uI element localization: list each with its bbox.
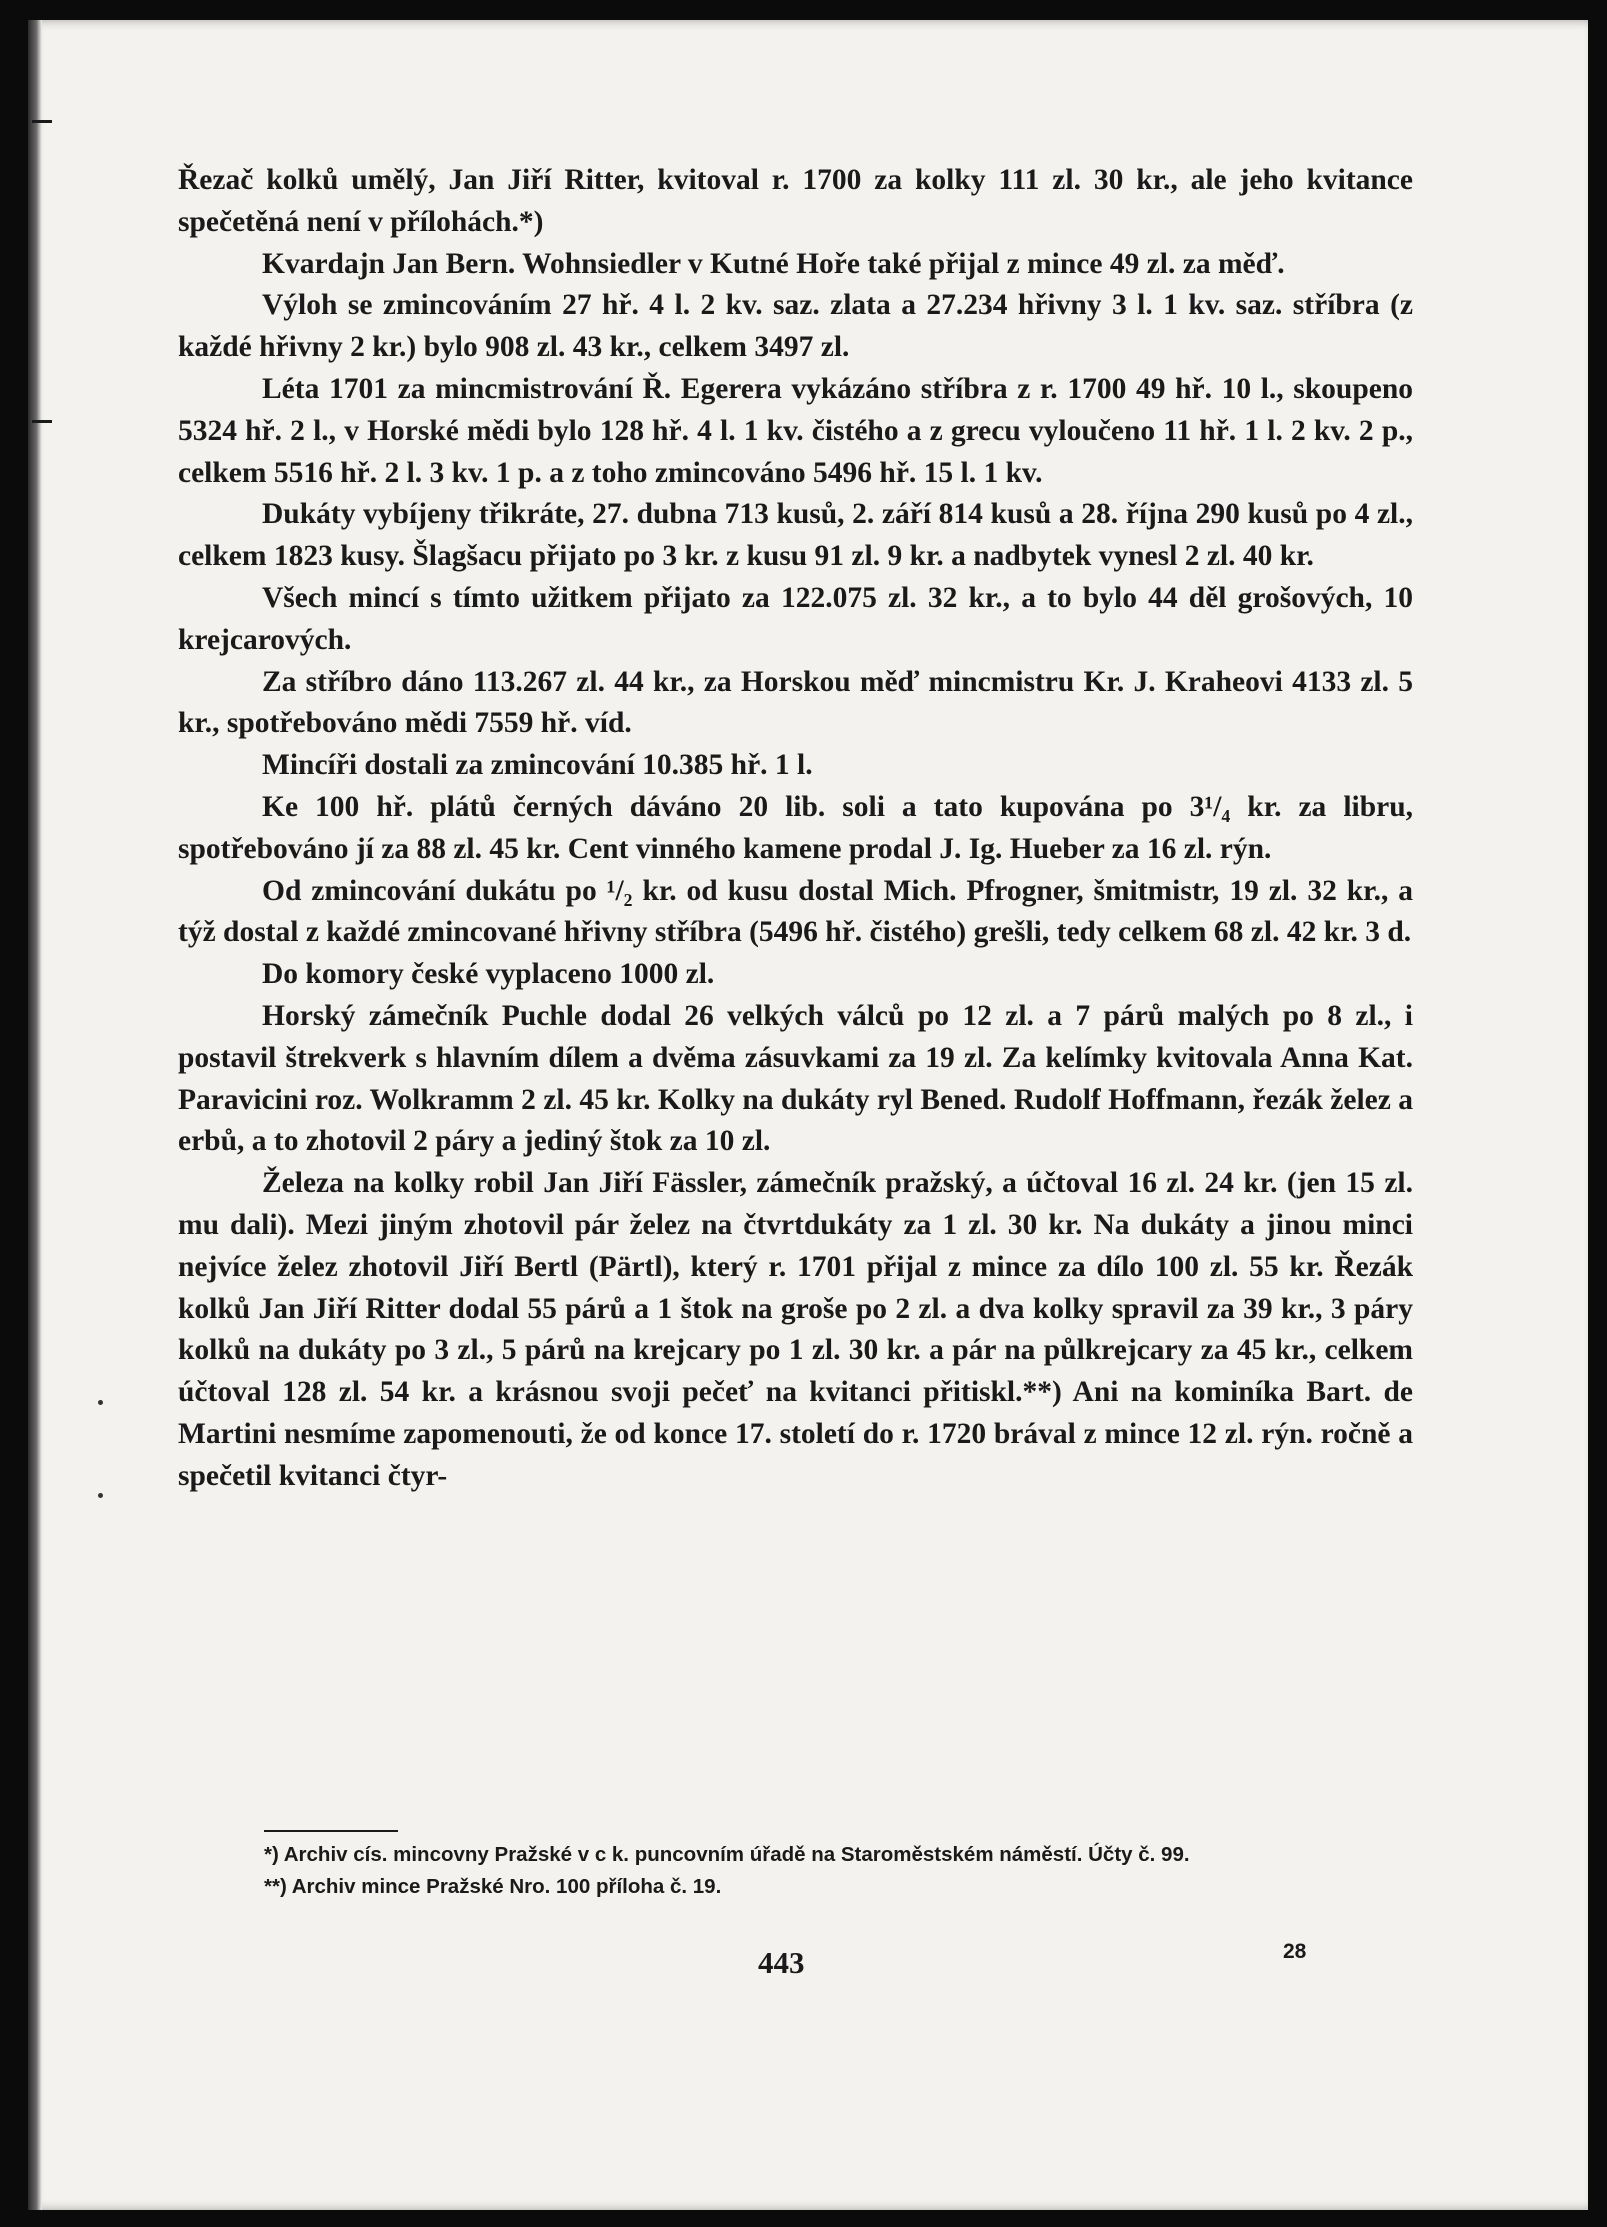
paragraph: Od zmincování dukátu po ¹/₂ kr. od kusu dostal Mich. Pfrogner, šmitmistr, 19 zl. 32 kr., a týž dostal z každé zmincované hřivny stříbra (5496 hř. čistého) grešli, tedy celkem 68 zl. 42 kr. 3 d. (178, 874, 1413, 949)
paragraph: Mincíři dostali za zmincování 10.385 hř. 1 l. (262, 749, 813, 782)
footnote-divider (264, 1830, 398, 1832)
paragraph: Výloh se zmincováním 27 hř. 4 l. 2 kv. saz. zlata a 27.234 hřivny 3 l. 1 kv. saz. stříbra (z každé hřivny 2 kr.) bylo 908 zl. 43 kr., celkem 3497 zl. (178, 289, 1413, 364)
paragraph: Železa na kolky robil Jan Jiří Fässler, zámečník pražský, a účtoval 16 zl. 24 kr. (jen 15 zl. mu dali). Mezi jiným zhotovil pár želez na čtvrtdukáty za 1 zl. 30 kr. Na dukáty a jinou minci nejvíce želez zhotovil Jiří Bertl (Pärtl), který r. 1701 přijal z mince za dílo 100 zl. 55 kr. Řezák kolků Jan Jiří Ritter dodal 55 párů a 1 štok na groše po 2 zl. a dva kolky spravil za 39 kr., 3 páry kolků na dukáty po 3 zl., 5 párů na krejcary po 1 zl. 30 kr. a pár na půlkrejcary za 45 kr., celkem účtoval 128 zl. 54 kr. a krásnou svoji pečeť na kvitanci přitiskl.**) Ani na kominíka Bart. de Martini nesmíme zapomenouti, že od konce 17. století do r. 1720 brával z mince 12 zl. rýn. ročně a spečetil kvitanci čtyr- (178, 1167, 1413, 1492)
footnote: **) Archiv mince Pražské Nro. 100 příloha č. 19. (264, 1875, 722, 1898)
printer-signature-mark: 28 (1283, 1940, 1307, 1963)
margin-dot (98, 1400, 103, 1405)
footnote: *) Archiv cís. mincovny Pražské v c k. puncovním úřadě na Staroměstském náměstí. Účty č. 99. (264, 1843, 1190, 1866)
paragraph: Všech mincí s tímto užitkem přijato za 122.075 zl. 32 kr., a to bylo 44 děl grošových, 10 krejcarových. (178, 581, 1413, 656)
margin-mark (32, 420, 52, 423)
margin-mark (32, 120, 52, 123)
paragraph: Dukáty vybíjeny třikráte, 27. dubna 713 kusů, 2. září 814 kusů a 28. října 290 kusů po 4 zl., celkem 1823 kusy. Šlagšacu přijato po 3 kr. z kusu 91 zl. 9 kr. a nadbytek vynesl 2 zl. 40 kr. (178, 498, 1413, 573)
body-text (178, 160, 1413, 1498)
paragraph: Kvardajn Jan Bern. Wohnsiedler v Kutné Hoře také přijal z mince 49 zl. za měď. (262, 247, 1285, 280)
book-page (28, 20, 1588, 2210)
margin-dot (98, 1493, 103, 1498)
page-number: 443 (758, 1945, 805, 1980)
paragraph: Za stříbro dáno 113.267 zl. 44 kr., za Horskou měď mincmistru Kr. J. Kraheovi 4133 zl. 5 kr., spotřebováno mědi 7559 hř. víd. (178, 665, 1413, 740)
paragraph: Horský zámečník Puchle dodal 26 velkých válců po 12 zl. a 7 párů malých po 8 zl., i postavil štrekverk s hlavním dílem a dvěma zásuvkami za 19 zl. Za kelímky kvitovala Anna Kat. Paravicini roz. Wolkramm 2 zl. 45 kr. Kolky na dukáty ryl Bened. Rudolf Hoffmann, řezák želez a erbů, a to zhotovil 2 páry a jediný štok za 10 zl. (178, 999, 1413, 1158)
paragraph: Do komory české vyplaceno 1000 zl. (262, 958, 715, 991)
paragraph: Řezač kolků umělý, Jan Jiří Ritter, kvitoval r. 1700 za kolky 111 zl. 30 kr., ale jeho kvitance spečetěná není v přílohách.*) (178, 164, 1413, 238)
footnotes (264, 1839, 1414, 1903)
paragraph: Ke 100 hř. plátů černých dáváno 20 lib. soli a tato kupována po 3¹/₄ kr. za libru, spotřebováno jí za 88 zl. 45 kr. Cent vinného kamene prodal J. Ig. Hueber za 16 zl. rýn. (178, 790, 1413, 865)
page-binding-edge (28, 20, 42, 2210)
paragraph: Léta 1701 za mincmistrování Ř. Egerera vykázáno stříbra z r. 1700 49 hř. 10 l., skoupeno 5324 hř. 2 l., v Horské mědi bylo 128 hř. 4 l. 1 kv. čistého a z grecu vyloučeno 11 hř. 1 l. 2 kv. 2 p., celkem 5516 hř. 2 l. 3 kv. 1 p. a z toho zmincováno 5496 hř. 15 l. 1 kv. (178, 372, 1413, 489)
